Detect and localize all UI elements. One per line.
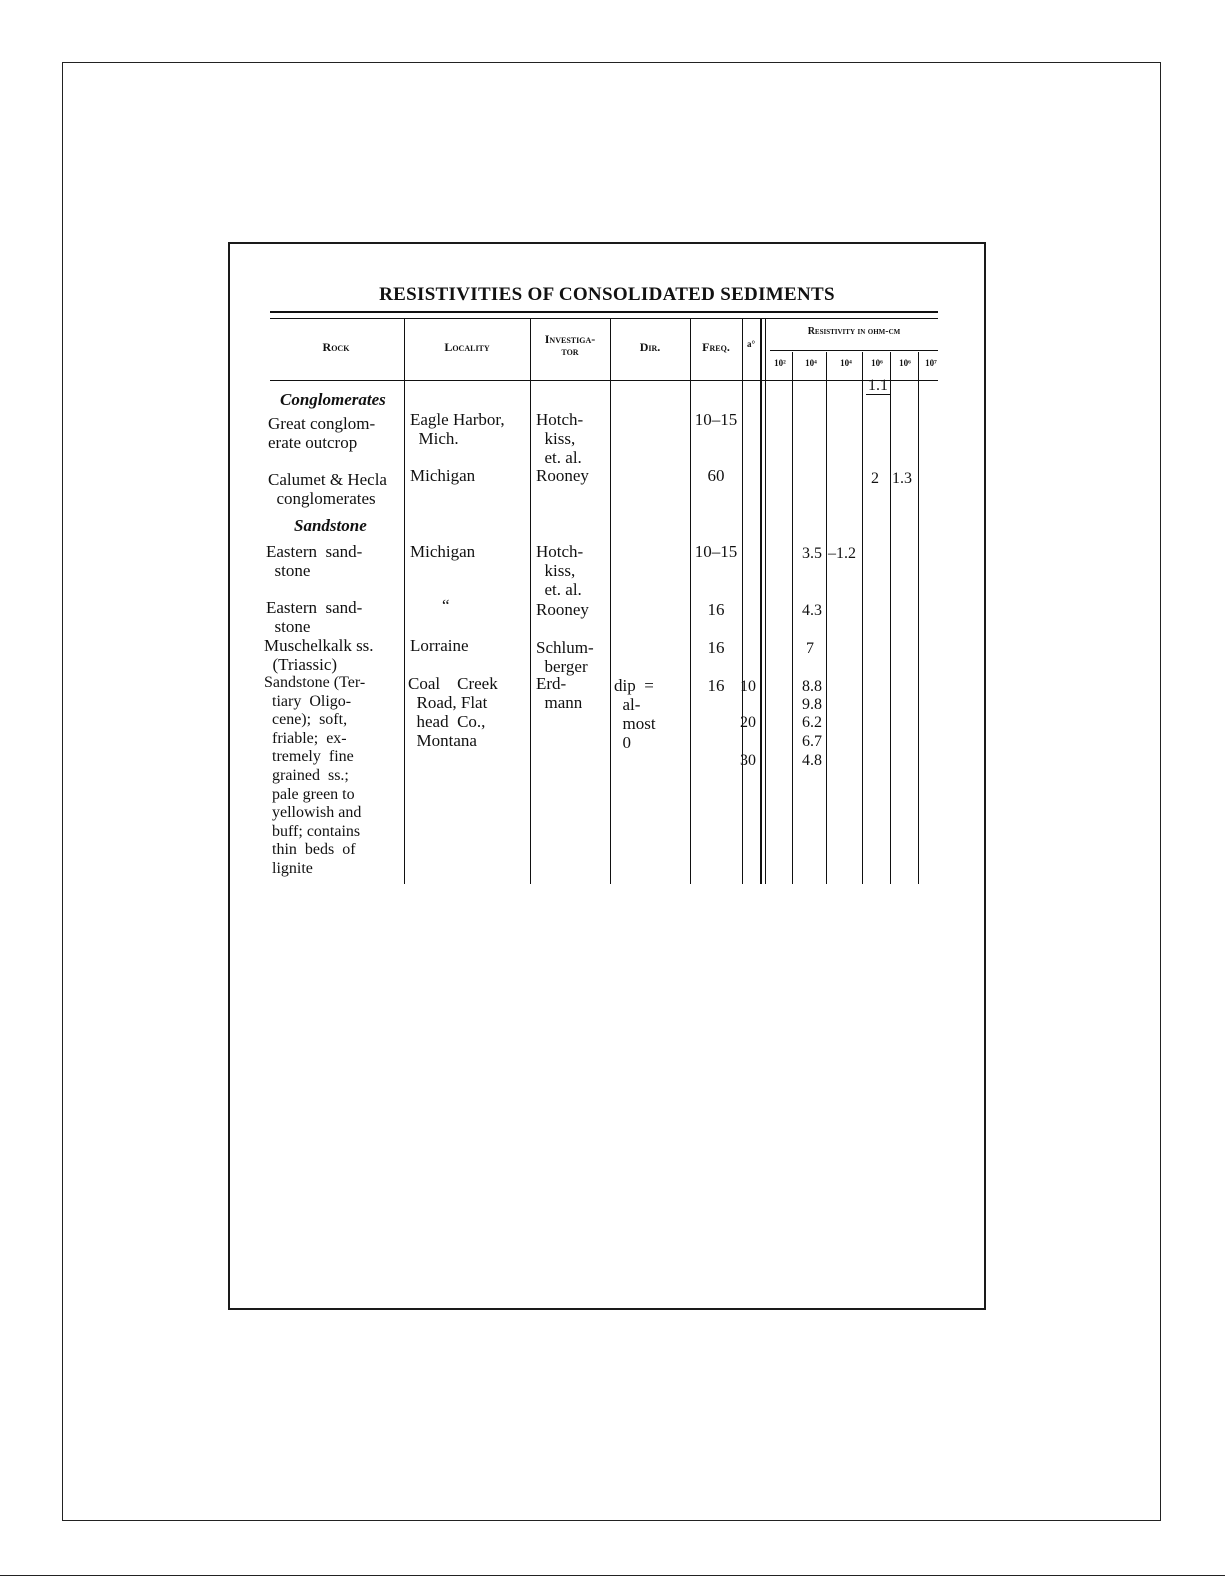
scanned-document-page <box>228 242 986 1310</box>
row1-locality: Eagle Harbor, Mich. <box>410 410 505 448</box>
header-freq: Freq. <box>702 340 730 354</box>
col-rule-investigator <box>610 319 611 884</box>
row2-freq: 60 <box>707 466 725 485</box>
header-dir: Dir. <box>639 340 661 354</box>
row4-locality: “ <box>442 596 450 615</box>
header-locality: Locality <box>444 340 490 354</box>
row3-res-a: 3.5 <box>802 545 822 562</box>
row6-res-d: 6.7 <box>802 733 822 750</box>
col-rule-angle <box>760 319 762 884</box>
row4-freq: 16 <box>707 600 725 619</box>
group-sandstone: Sandstone <box>294 516 367 535</box>
row5-rock: Muschelkalk ss. (Triassic) <box>264 636 374 674</box>
header-power-1: 10² <box>774 358 786 368</box>
row5-investigator: Schlum- berger <box>536 638 594 676</box>
row6-investigator: Erd- mann <box>536 674 583 712</box>
row6-dir: dip = al- most 0 <box>614 676 656 752</box>
col-rule-res-4 <box>890 352 891 884</box>
col-rule-angle-double <box>765 319 766 884</box>
row6-res-e: 4.8 <box>802 752 822 769</box>
header-power-4: 10⁶ <box>871 358 883 368</box>
header-power-5: 10⁶ <box>899 358 911 368</box>
row3-rock: Eastern sand- stone <box>266 542 363 580</box>
row6-res-b: 9.8 <box>802 696 822 713</box>
col-rule-freq <box>742 319 743 884</box>
header-investigator: Investiga- tor <box>544 332 596 358</box>
top-note-value: 1.1 <box>868 377 888 394</box>
header-power-2: 10⁴ <box>805 358 817 368</box>
header-power-6: 10⁷ <box>925 358 937 368</box>
header-rock: Rock <box>322 340 350 354</box>
row6-angle-a: 10 <box>740 678 756 695</box>
header-power-3: 10⁴ <box>840 358 852 368</box>
row1-investigator: Hotch- kiss, et. al. <box>536 410 584 467</box>
row3-investigator: Hotch- kiss, et. al. <box>536 542 584 599</box>
row2-res-b: 1.3 <box>892 470 912 487</box>
resistivity-sub-rule <box>770 350 938 351</box>
row3-res-b: –1.2 <box>828 545 856 562</box>
row3-freq: 10–15 <box>694 542 738 561</box>
row6-res-c: 6.2 <box>802 714 822 731</box>
group-conglomerates: Conglomerates <box>280 390 386 409</box>
row4-investigator: Rooney <box>536 600 589 619</box>
row5-locality: Lorraine <box>410 636 469 655</box>
row6-res-a: 8.8 <box>802 678 822 695</box>
row1-freq: 10–15 <box>694 410 738 429</box>
row2-res-a: 2 <box>871 470 879 487</box>
row6-rock: Sandstone (Ter- tiary Oligo- cene); soft, friable; ex- tremely fine grained ss.; pale green to yellowish and buff; contains thin beds of lignite <box>264 674 366 877</box>
row5-res-a: 7 <box>806 640 814 657</box>
header-angle: a° <box>746 339 756 349</box>
row3-locality: Michigan <box>410 542 476 561</box>
document-title: RESISTIVITIES OF CONSOLIDATED SEDIMENTS <box>379 284 835 305</box>
row2-rock: Calumet & Hecla conglomerates <box>268 470 387 508</box>
row1-rock: Great conglom- erate outcrop <box>268 414 376 452</box>
col-rule-rock <box>404 319 405 884</box>
row4-res-a: 4.3 <box>802 602 822 619</box>
resistivity-table <box>230 244 988 1312</box>
col-rule-res-5 <box>918 352 919 884</box>
header-bottom-rule <box>270 380 938 381</box>
row2-investigator: Rooney <box>536 466 589 485</box>
row6-locality: Coal Creek Road, Flat head Co., Montana <box>408 674 498 750</box>
col-rule-locality <box>530 319 531 884</box>
col-rule-res-1 <box>792 352 793 884</box>
row4-rock: Eastern sand- stone <box>266 598 363 636</box>
col-rule-res-3 <box>862 352 863 884</box>
row2-locality: Michigan <box>410 466 476 485</box>
bottom-page-rule <box>0 1575 1225 1576</box>
header-resistivity: Resistivity in ohm-cm <box>807 326 901 337</box>
row6-freq: 16 <box>707 676 725 695</box>
col-rule-res-2 <box>826 352 827 884</box>
row6-angle-c: 30 <box>740 752 756 769</box>
row5-freq: 16 <box>707 638 725 657</box>
row6-angle-b: 20 <box>740 714 756 731</box>
